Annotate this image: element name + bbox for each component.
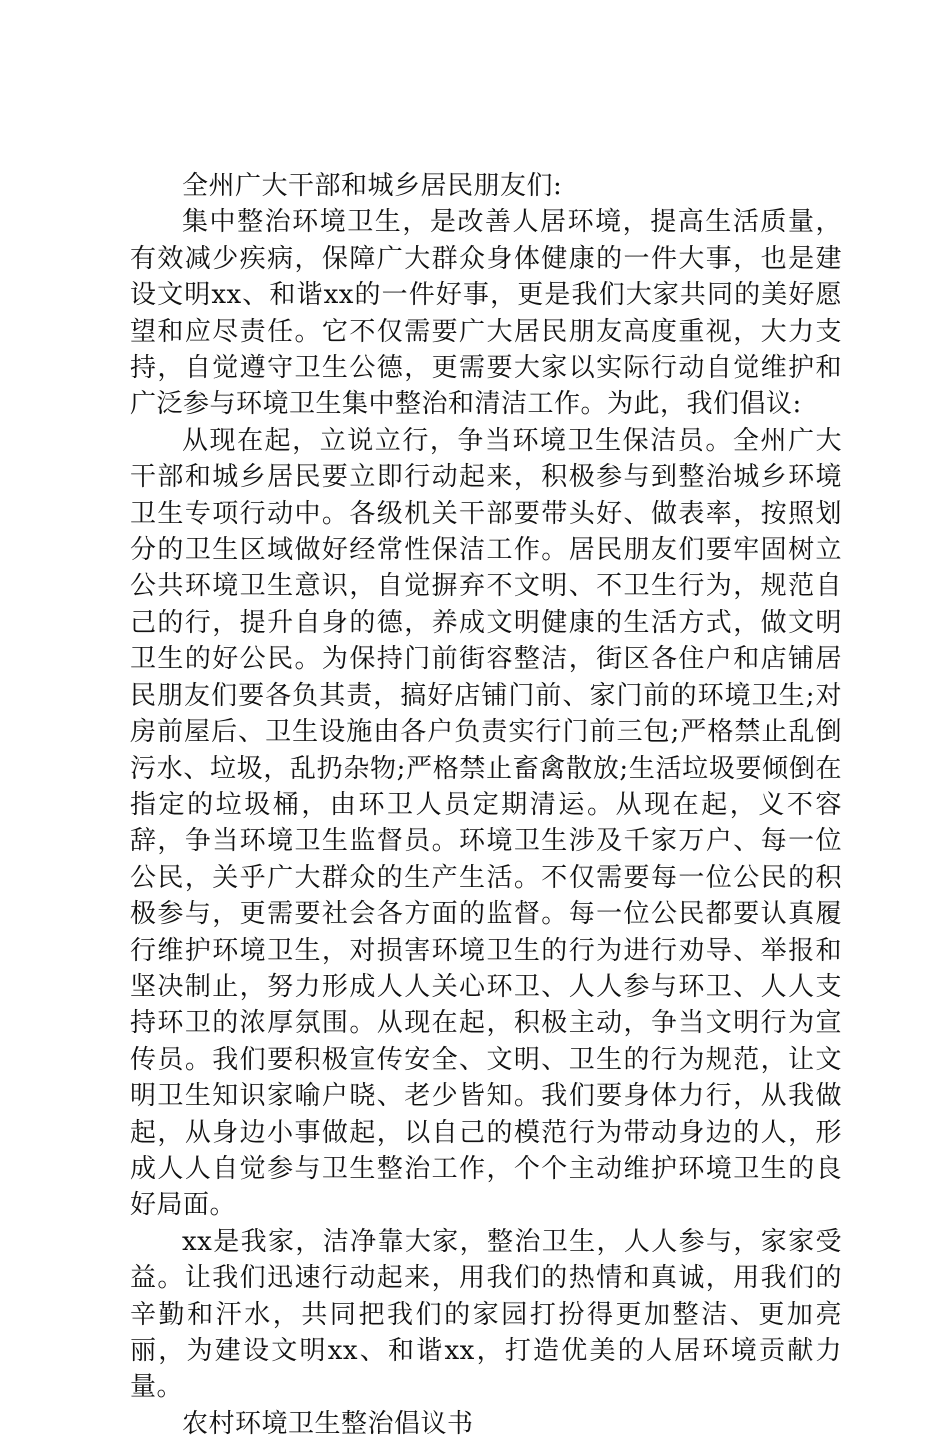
document-body <box>130 168 842 1442</box>
paragraph-conclusion: xx是我家，洁净靠大家，整治卫生，人人参与，家家受益。让我们迅速行动起来，用我们的热情和真诚，用我们的辛勤和汗水，共同把我们的家园打扮得更加整洁、更加亮丽，为建设文明xx、和谐xx，打造优美的人居环境贡献力量。 <box>130 1226 842 1403</box>
closing-title: 农村环境卫生整治倡议书 <box>182 1408 474 1439</box>
salutation: 全州广大干部和城乡居民朋友们: <box>182 171 563 201</box>
paragraph-intro: 集中整治环境卫生，是改善人居环境，提高生活质量，有效减少疾病，保障广大群众身体健康的一件大事，也是建设文明xx、和谐xx的一件好事，更是我们大家共同的美好愿望和应尽责任。它不仅需要广大居民朋友高度重视，大力支持，自觉遵守卫生公德，更需要大家以实际行动自觉维护和广泛参与环境卫生集中整治和清洁工作。为此，我们倡议: <box>130 207 842 420</box>
paragraph-initiatives: 从现在起，立说立行，争当环境卫生保洁员。全州广大干部和城乡居民要立即行动起来，积极参与到整治城乡环境卫生专项行动中。各级机关干部要带头好、做表率，按照划分的卫生区域做好经常性保洁工作。居民朋友们要牢固树立公共环境卫生意识，自觉摒弃不文明、不卫生行为，规范自己的行，提升自身的德，养成文明健康的生活方式，做文明卫生的好公民。为保持门前街容整洁，街区各住户和店铺居民朋友们要各负其责，搞好店铺门前、家门前的环境卫生;对房前屋后、卫生设施由各户负责实行门前三包;严格禁止乱倒污水、垃圾，乱扔杂物;严格禁止畜禽散放;生活垃圾要倾倒在指定的垃圾桶，由环卫人员定期清运。从现在起，义不容辞，争当环境卫生监督员。环境卫生涉及千家万户、每一位公民，关乎广大群众的生产生活。不仅需要每一位公民的积极参与，更需要社会各方面的监督。每一位公民都要认真履行维护环境卫生，对损害环境卫生的行为进行劝导、举报和坚决制止，努力形成人人关心环卫、人人参与环卫、人人支持环卫的浓厚氛围。从现在起，积极主动，争当文明行为宣传员。我们要积极宣传安全、文明、卫生的行为规范，让文明卫生知识家喻户晓、老少皆知。我们要身体力行，从我做起，从身边小事做起，以自己的模范行为带动身边的人，形成人人自觉参与卫生整治工作，个个主动维护环境卫生的良好局面。 <box>130 425 842 1221</box>
